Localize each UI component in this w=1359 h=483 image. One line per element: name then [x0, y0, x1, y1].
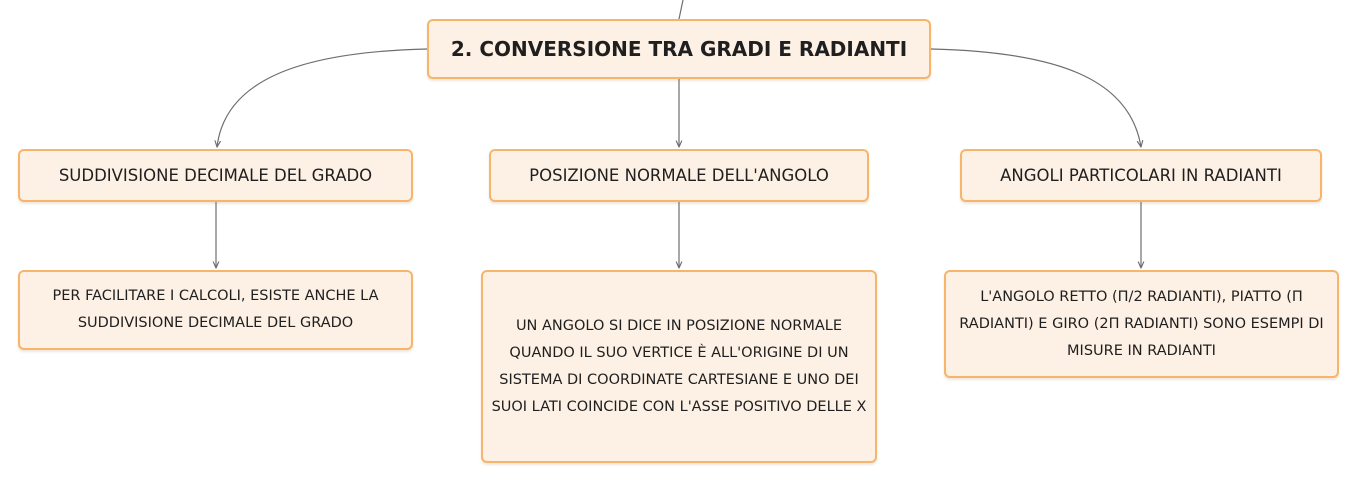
detail-posizione-normale[interactable]: [481, 270, 877, 463]
root-topic-title: 2. CONVERSIONE TRA GRADI E RADIANTI: [450, 37, 908, 61]
topic-posizione-normale[interactable]: [489, 149, 869, 202]
detail-suddivisione-decimale[interactable]: [18, 270, 413, 350]
topic-suddivisione-decimale[interactable]: [18, 149, 413, 202]
topic-angoli-particolari[interactable]: [960, 149, 1322, 202]
connector-root-topic-3: [931, 49, 1141, 147]
detail-text: UN ANGOLO SI DICE IN POSIZIONE NORMALE QUANDO IL SUO VERTICE È ALL'ORIGINE DI UN SISTEMA DI COORDINATE CARTESIANE E UNO DEI SUOI LATI COINCIDE CON L'ASSE POSITIVO DELLE X: [491, 317, 867, 415]
topic-label: POSIZIONE NORMALE DELL'ANGOLO: [529, 166, 829, 185]
root-topic[interactable]: [427, 19, 931, 79]
detail-angoli-particolari[interactable]: [944, 270, 1339, 378]
topic-label: SUDDIVISIONE DECIMALE DEL GRADO: [58, 166, 373, 185]
connector-root-topic-1: [217, 49, 427, 147]
topic-label: ANGOLI PARTICOLARI IN RADIANTI: [1000, 166, 1282, 185]
detail-text: PER FACILITARE I CALCOLI, ESISTE ANCHE LA SUDDIVISIONE DECIMALE DEL GRADO: [52, 288, 379, 331]
parent-connector: [679, 0, 683, 19]
detail-text: L'ANGOLO RETTO (Π/2 RADIANTI), PIATTO (Π RADIANTI) E GIRO (2Π RADIANTI) SONO ESEMPI DI MISURE IN RADIANTI: [959, 288, 1324, 359]
